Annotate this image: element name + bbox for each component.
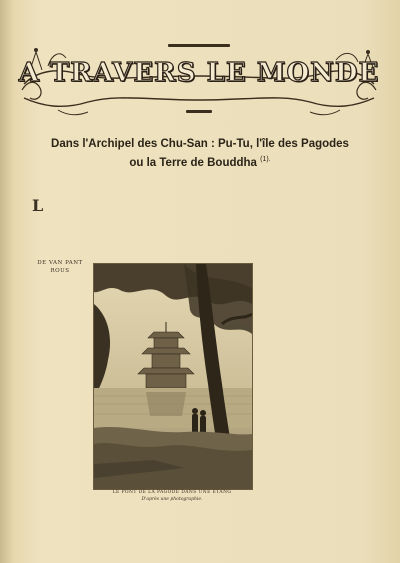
article-title-line1: Dans l'Archipel des Chu-San : Pu-Tu, l'île des Pagodes <box>51 138 349 150</box>
article-title-line2-text: ou la Terre de Bouddha <box>129 156 257 169</box>
left-column <box>32 198 88 277</box>
photo-caption: LE PONT DE LA PAGODE DANS UNE ÉTANG <box>112 490 232 495</box>
article-title-line2 <box>30 152 370 171</box>
dropcap: L <box>32 196 44 215</box>
article-title-note: (1). <box>260 156 271 163</box>
masthead-title: A TRAVERS LE MONDE <box>18 58 380 88</box>
pagoda-photo-illustration <box>94 264 252 489</box>
article-title <box>30 137 370 171</box>
masthead <box>18 40 380 122</box>
sub-heading: DE VAN PANT ROUS <box>37 260 83 274</box>
photo-credit: D'après une photographie. <box>141 497 203 502</box>
article-photo <box>93 263 253 490</box>
